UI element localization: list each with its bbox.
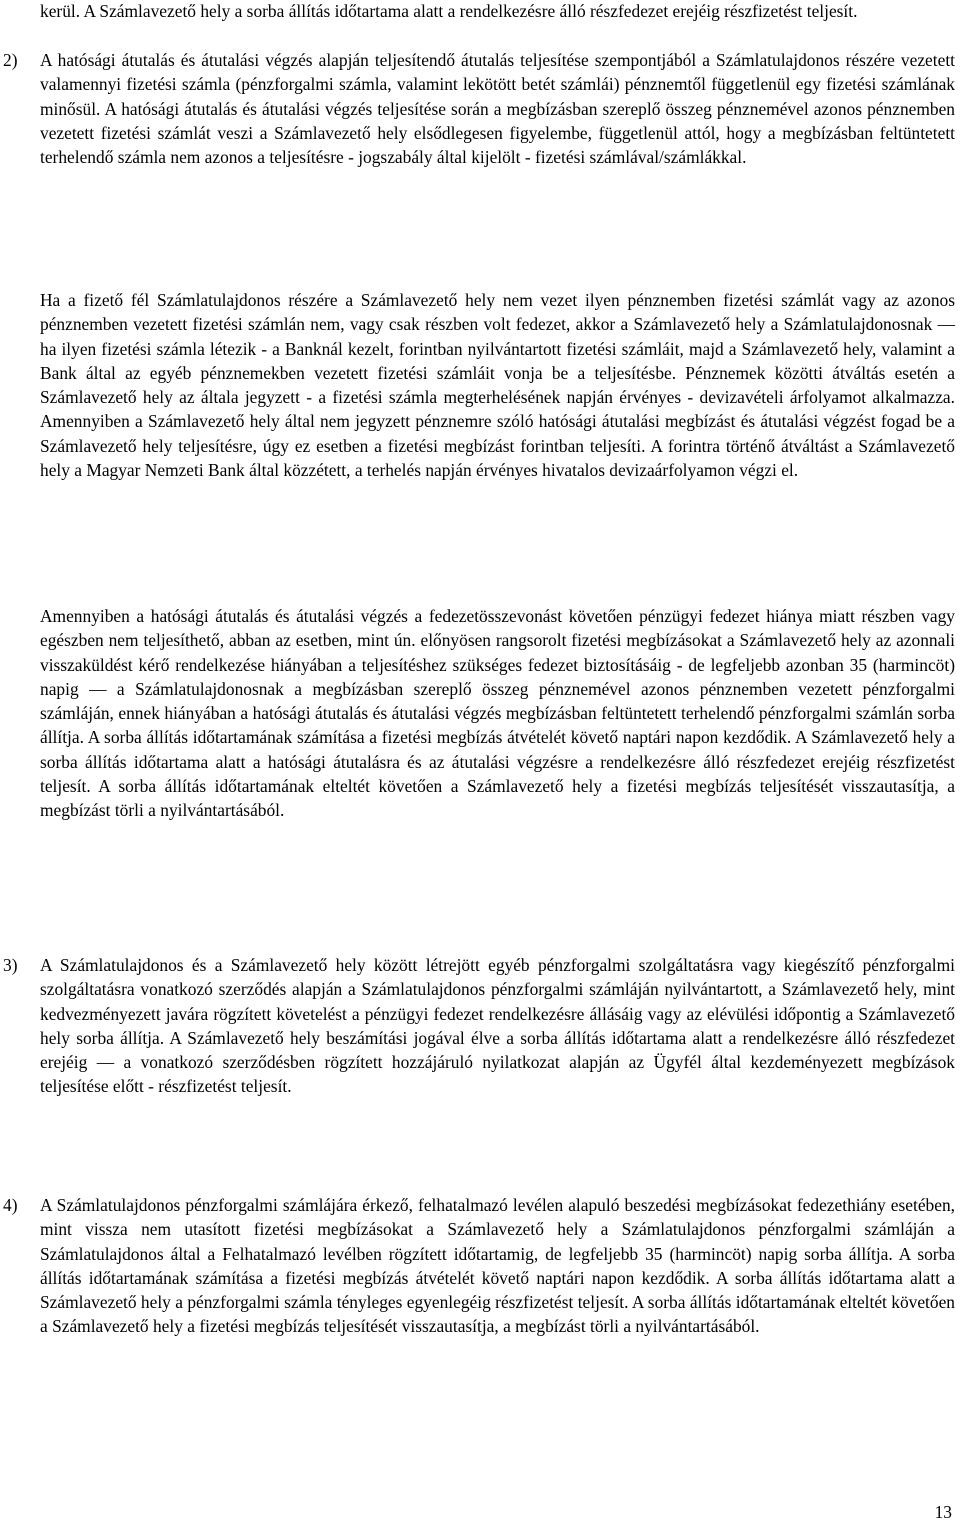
item-number: 4) [3, 1195, 18, 1215]
item-4-paragraph-1: A Számlatulajdonos pénzforgalmi számlájára érkező, felhatalmazó levélen alapuló beszedési megbízásokat fedezethiány esetében, mint vissza nem utasított fizetési megbízásokat a Számlavezető hely a Számlatulajdonos pénzforgalmi számláján a Számlatulajdonos által a Felhatalmazó levélben rögzített időtartamig, de legfeljebb 35 (harmincöt) napig sorba állítja. A sorba állítás időtartamának számítása a fizetési megbízás átvételét követő naptári napon kezdődik. A sorba állítás időtartama alatt a Számlavezető hely a pénzforgalmi számla tényleges egyenlegéig részfizetést teljesít. A sorba állítás időtartamának elteltét követően a Számlavezető hely a fizetési megbízás teljesítését visszautasítja, a megbízást törli a nyilvántartásából. [40, 1195, 955, 1337]
intro-paragraph: kerül. A Számlavezető hely a sorba állítás időtartama alatt a rendelkezésre álló részfedezet erejéig részfizetést teljesít. [40, 1, 858, 21]
item-3-paragraph-1: A Számlatulajdonos és a Számlavezető hely között létrejött egyéb pénzforgalmi szolgáltatásra vagy kiegészítő pénzforgalmi szolgáltatásra vonatkozó szerződés alapján a Számlatulajdonos pénzforgalmi számláján nyilvántartott, a Számlavezető hely, mint kedvezményezett javára rögzített követelést a pénzügyi fedezet rendelkezésre állásáig vagy az elévülési időpontig a Számlavezető hely sorba állítja. A Számlavezető hely beszámítási jogával élve a sorba állítás időtartama alatt a rendelkezésre álló részfedezet erejéig — a vonatkozó szerződésben rögzített hozzájáruló nyilatkozat alapján az Ügyfél által kezdeményezett megbízások teljesítése előtt - részfizetést teljesít. [40, 955, 955, 1097]
item-2-paragraph-2: Ha a fizető fél Számlatulajdonos részére a Számlavezető hely nem vezet ilyen pénznemben fizetési számlát vagy az azonos pénznemben vezetett fizetési számlán nem, vagy csak részben volt fedezet, akkor a Számlavezető hely a Számlatulajdonosnak — ha ilyen fizetési számla létezik - a Banknál kezelt, forintban nyilvántartott fizetési számláit, majd a Számlavezető hely, valamint a Bank által az egyéb pénznemekben vezetett fizetési számláit vonja be a teljesítésbe. Pénznemek közötti átváltás esetén a Számlavezető hely az általa jegyzett - a fizetési számla megterhelésének napján érvényes - devizavételi árfolyamot alkalmazza. Amennyiben a Számlavezető hely által nem jegyzett pénznemre szóló hatósági átutalási megbízást és átutalási végzést fogad be a Számlavezető hely teljesítésre, úgy ez esetben a fizetési megbízást forintban teljesíti. A forintra történő átváltást a Számlavezető hely a Magyar Nemzeti Bank által közzétett, a terhelés napján érvényes hivatalos devizaárfolyamon végzi el. [40, 290, 955, 481]
item-2-paragraph-1: A hatósági átutalás és átutalási végzés alapján teljesítendő átutalás teljesítése szempontjából a Számlatulajdonos részére vezetett valamennyi fizetési számla (pénzforgalmi számla, valamint lekötött betét számlái) pénznemtől függetlenül egy fizetési számlának minősül. A hatósági átutalás és átutalási végzés teljesítése során a megbízásban szereplő összeg pénznemével azonos pénznemben vezetett fizetési számlát veszi a Számlavezető hely elsődlegesen figyelembe, függetlenül attól, hogy a megbízásban feltüntetett terhelendő számla nem azonos a teljesítésre - jogszabály által kijelölt - fizetési számlával/számlákkal. [40, 50, 955, 168]
item-number: 3) [3, 955, 18, 975]
page-number: 13 [934, 1502, 952, 1522]
item-2-paragraph-3: Amennyiben a hatósági átutalás és átutalási végzés a fedezetösszevonást követően pénzügyi fedezet hiánya miatt részben vagy egészben nem teljesíthető, abban az esetben, mint ún. előnyösen rangsorolt fizetési megbízásokat a Számlavezető hely az azonnali visszaküldést kérő rendelkezése hiányában a teljesítéshez szükséges fedezet biztosításáig - de legfeljebb azonban 35 (harmincöt) napig — a Számlatulajdonosnak a megbízásban szereplő összeg pénznemével azonos pénznemben vezetett pénzforgalmi számláján, ennek hiányában a hatósági átutalás és átutalási végzés megbízásban feltüntetett terhelendő pénzforgalmi számlán sorba állítja. A sorba állítás időtartamának számítása a fizetési megbízás átvételét követő naptári napon kezdődik. A Számlavezető hely a sorba állítás időtartama alatt a hatósági átutalásra és az átutalási végzésre a rendelkezésre álló részfedezet erejéig részfizetést teljesít. A sorba állítás időtartamának elteltét követően a Számlavezető hely a fizetési megbízás teljesítését visszautasítja, a megbízást törli a nyilvántartásából. [40, 606, 955, 821]
item-number: 2) [3, 50, 18, 70]
